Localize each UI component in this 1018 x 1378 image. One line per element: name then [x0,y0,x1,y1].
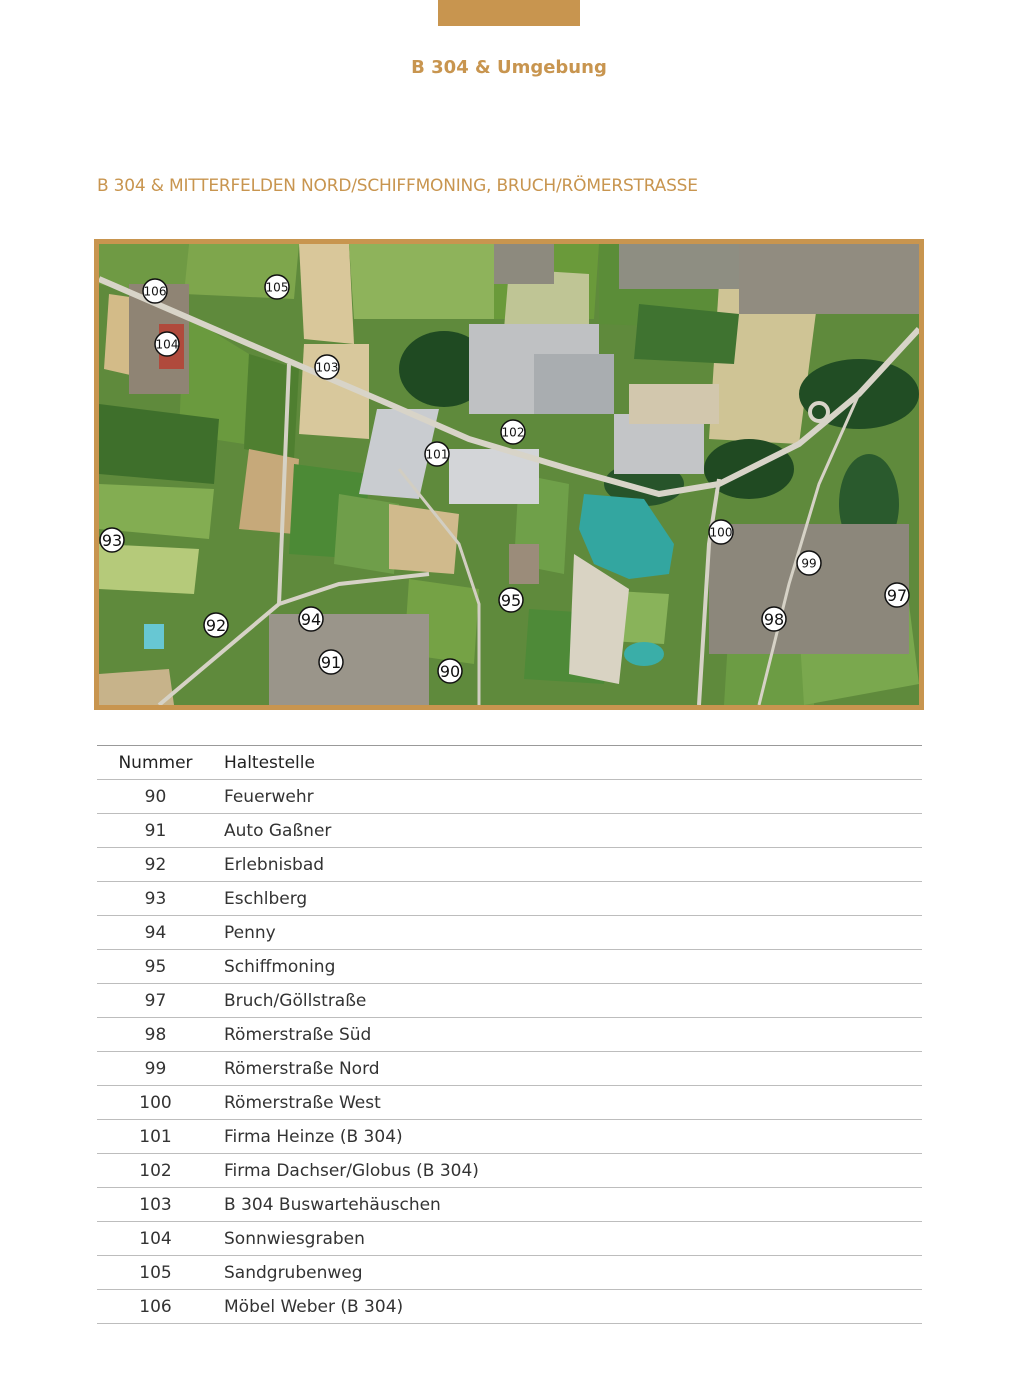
stop-marker-98[interactable] [762,607,786,631]
table-row [97,1018,922,1052]
stop-name: Feuerwehr [214,780,922,814]
stop-marker-91[interactable] [319,650,343,674]
stop-marker-103-label: 103 [315,360,339,375]
table-row [97,1222,922,1256]
stop-marker-102-label: 102 [501,425,525,440]
stop-marker-94[interactable] [299,607,323,631]
stop-marker-100-label: 100 [709,525,733,540]
page-title: B 304 & Umgebung [411,57,607,78]
stop-number: 105 [97,1256,214,1290]
stop-name: B 304 Buswartehäuschen [214,1188,922,1222]
stop-marker-97-label: 97 [886,586,908,605]
stop-marker-95-label: 95 [500,591,522,610]
stop-marker-101[interactable] [425,442,449,466]
stop-number: 91 [97,814,214,848]
stop-name: Erlebnisbad [214,848,922,882]
stop-name: Sandgrubenweg [214,1256,922,1290]
stop-number: 103 [97,1188,214,1222]
table-row [97,1052,922,1086]
stop-marker-101-label: 101 [425,447,449,462]
table-row [97,814,922,848]
stop-name: Möbel Weber (B 304) [214,1290,922,1324]
stop-marker-90[interactable] [438,659,462,683]
table-row [97,1290,922,1324]
table-row [97,1188,922,1222]
stop-marker-91-label: 91 [320,653,342,672]
stop-marker-102[interactable] [501,420,525,444]
column-header-number: Nummer [97,746,214,780]
stop-marker-105-label: 105 [265,280,289,295]
stop-marker-103[interactable] [315,355,339,379]
stop-marker-92-label: 92 [205,616,227,635]
stop-number: 100 [97,1086,214,1120]
stop-marker-100[interactable] [709,520,733,544]
stop-number: 99 [97,1052,214,1086]
table-row [97,916,922,950]
stop-name: Römerstraße West [214,1086,922,1120]
stop-name: Eschlberg [214,882,922,916]
table-row [97,984,922,1018]
stop-number: 97 [97,984,214,1018]
stop-number: 90 [97,780,214,814]
stop-marker-99-label: 99 [801,556,817,571]
stop-marker-105[interactable] [265,275,289,299]
header-accent-tab [438,0,580,26]
table-row [97,780,922,814]
stop-marker-97[interactable] [885,583,909,607]
stop-marker-98-label: 98 [763,610,785,629]
stop-number: 104 [97,1222,214,1256]
stop-number: 94 [97,916,214,950]
stops-table [97,745,922,1324]
stop-marker-95[interactable] [499,588,523,612]
stop-marker-94-label: 94 [300,610,322,629]
stop-name: Bruch/Göllstraße [214,984,922,1018]
column-header-stop: Haltestelle [214,746,922,780]
stop-name: Firma Dachser/Globus (B 304) [214,1154,922,1188]
table-row [97,1120,922,1154]
table-row [97,950,922,984]
stop-marker-93-label: 93 [101,531,123,550]
aerial-map [94,239,924,710]
table-header-row [97,746,922,780]
stop-marker-104[interactable] [155,332,179,356]
table-row [97,1086,922,1120]
table-row [97,882,922,916]
aerial-map-image [99,244,919,705]
stop-marker-104-label: 104 [155,337,179,352]
stop-marker-93[interactable] [100,528,124,552]
stop-number: 101 [97,1120,214,1154]
stop-name: Penny [214,916,922,950]
stop-name: Römerstraße Nord [214,1052,922,1086]
stop-marker-90-label: 90 [439,662,461,681]
stop-number: 92 [97,848,214,882]
stop-marker-106[interactable] [143,279,167,303]
stop-name: Auto Gaßner [214,814,922,848]
stop-number: 95 [97,950,214,984]
section-heading: B 304 & MITTERFELDEN NORD/SCHIFFMONING, BRUCH/RÖMERSTRASSE [97,176,698,196]
stop-number: 102 [97,1154,214,1188]
stop-number: 98 [97,1018,214,1052]
stop-name: Römerstraße Süd [214,1018,922,1052]
stop-number: 93 [97,882,214,916]
table-row [97,848,922,882]
stop-marker-106-label: 106 [143,284,167,299]
stop-name: Firma Heinze (B 304) [214,1120,922,1154]
stop-name: Sonnwiesgraben [214,1222,922,1256]
stop-name: Schiffmoning [214,950,922,984]
table-row [97,1256,922,1290]
stop-marker-99[interactable] [797,551,821,575]
stop-marker-92[interactable] [204,613,228,637]
stop-number: 106 [97,1290,214,1324]
table-row [97,1154,922,1188]
